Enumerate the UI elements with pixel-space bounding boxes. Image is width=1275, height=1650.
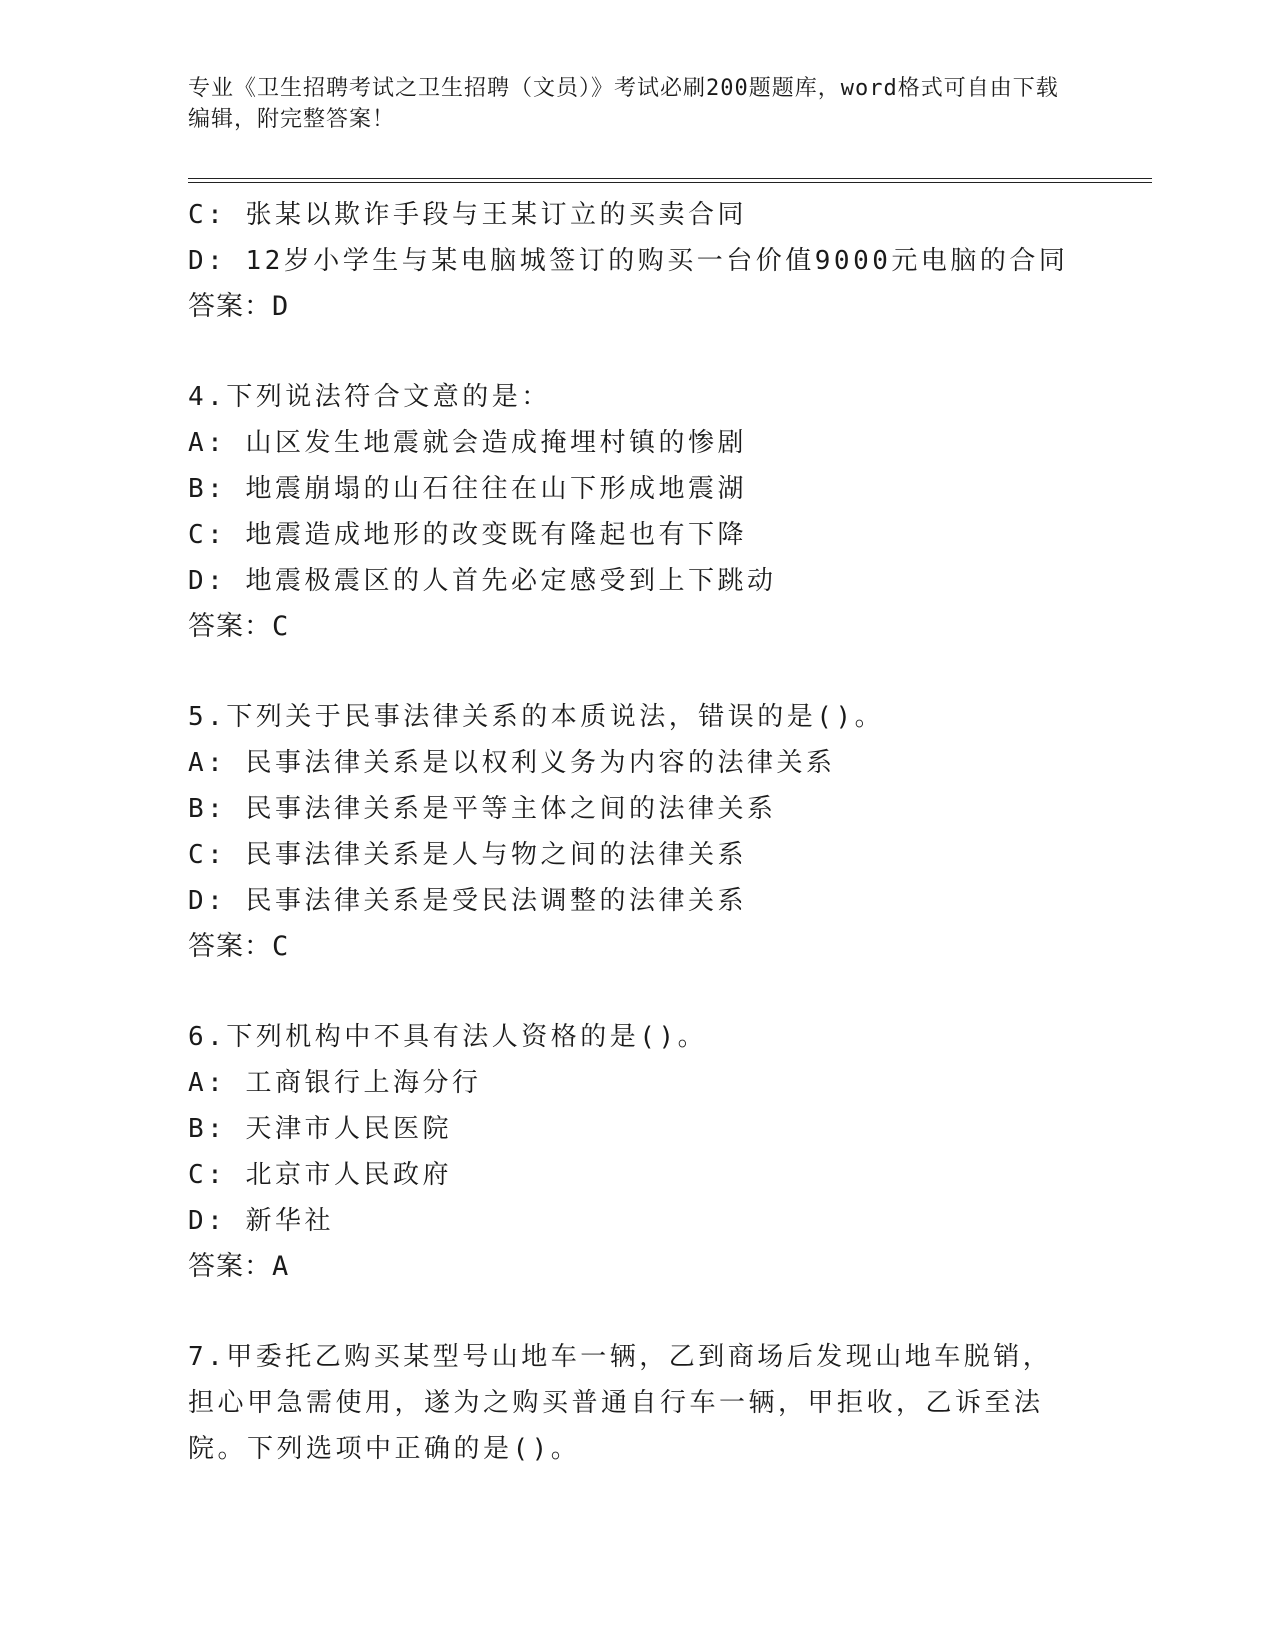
document-header: 专业《卫生招聘考试之卫生招聘（文员）》考试必刷200题题库，word格式可自由下载编辑，附完整答案！ [188, 76, 1059, 132]
q4-option-b: B: 地震崩塌的山石往往在山下形成地震湖 [188, 474, 747, 504]
answer-value: C [272, 931, 290, 962]
q5-answer [188, 924, 1078, 970]
answer-label: 答案： [188, 291, 272, 322]
q6-option-c: C: 北京市人民政府 [188, 1160, 452, 1190]
q6-option-a: A: 工商银行上海分行 [188, 1068, 482, 1098]
answer-label: 答案： [188, 931, 272, 962]
q4-option-c: C: 地震造成地形的改变既有隆起也有下降 [188, 520, 747, 550]
question-list [188, 192, 1078, 1472]
answer-label: 答案： [188, 611, 272, 642]
answer-label: 答案： [188, 1251, 272, 1282]
q5-option-b: B: 民事法律关系是平等主体之间的法律关系 [188, 794, 777, 824]
header-divider-bottom [188, 182, 1152, 183]
answer-value: A [272, 1251, 290, 1282]
q4-option-a: A: 山区发生地震就会造成掩埋村镇的惨剧 [188, 428, 747, 458]
q6-answer [188, 1244, 1078, 1290]
q3-option-c: C: 张某以欺诈手段与王某订立的买卖合同 [188, 200, 747, 230]
q6-option-b: B: 天津市人民医院 [188, 1114, 452, 1144]
q4-question: 4.下列说法符合文意的是： [188, 382, 551, 412]
q4-answer [188, 604, 1078, 650]
q6-option-d: D: 新华社 [188, 1206, 334, 1236]
question-6 [188, 1014, 1078, 1290]
q6-question: 6.下列机构中不具有法人资格的是()。 [188, 1022, 708, 1052]
q4-option-d: D: 地震极震区的人首先必定感受到上下跳动 [188, 566, 777, 596]
q5-option-c: C: 民事法律关系是人与物之间的法律关系 [188, 840, 747, 870]
question-3-continued [188, 192, 1078, 330]
header-divider-top [188, 178, 1152, 179]
q5-question: 5.下列关于民事法律关系的本质说法，错误的是()。 [188, 702, 885, 732]
q5-option-a: A: 民事法律关系是以权利义务为内容的法律关系 [188, 748, 836, 778]
question-5 [188, 694, 1078, 970]
q5-option-d: D: 民事法律关系是受民法调整的法律关系 [188, 886, 747, 916]
q3-option-d: D: 12岁小学生与某电脑城签订的购买一台价值9000元电脑的合同 [188, 246, 1069, 276]
answer-value: C [272, 611, 290, 642]
q7-question: 7.甲委托乙购买某型号山地车一辆，乙到商场后发现山地车脱销，担心甲急需使用，遂为之购买普通自行车一辆，甲拒收，乙诉至法院。下列选项中正确的是()。 [188, 1342, 1053, 1464]
question-7 [188, 1334, 1078, 1472]
answer-value: D [272, 291, 290, 322]
question-4 [188, 374, 1078, 650]
q3-answer [188, 284, 1078, 330]
